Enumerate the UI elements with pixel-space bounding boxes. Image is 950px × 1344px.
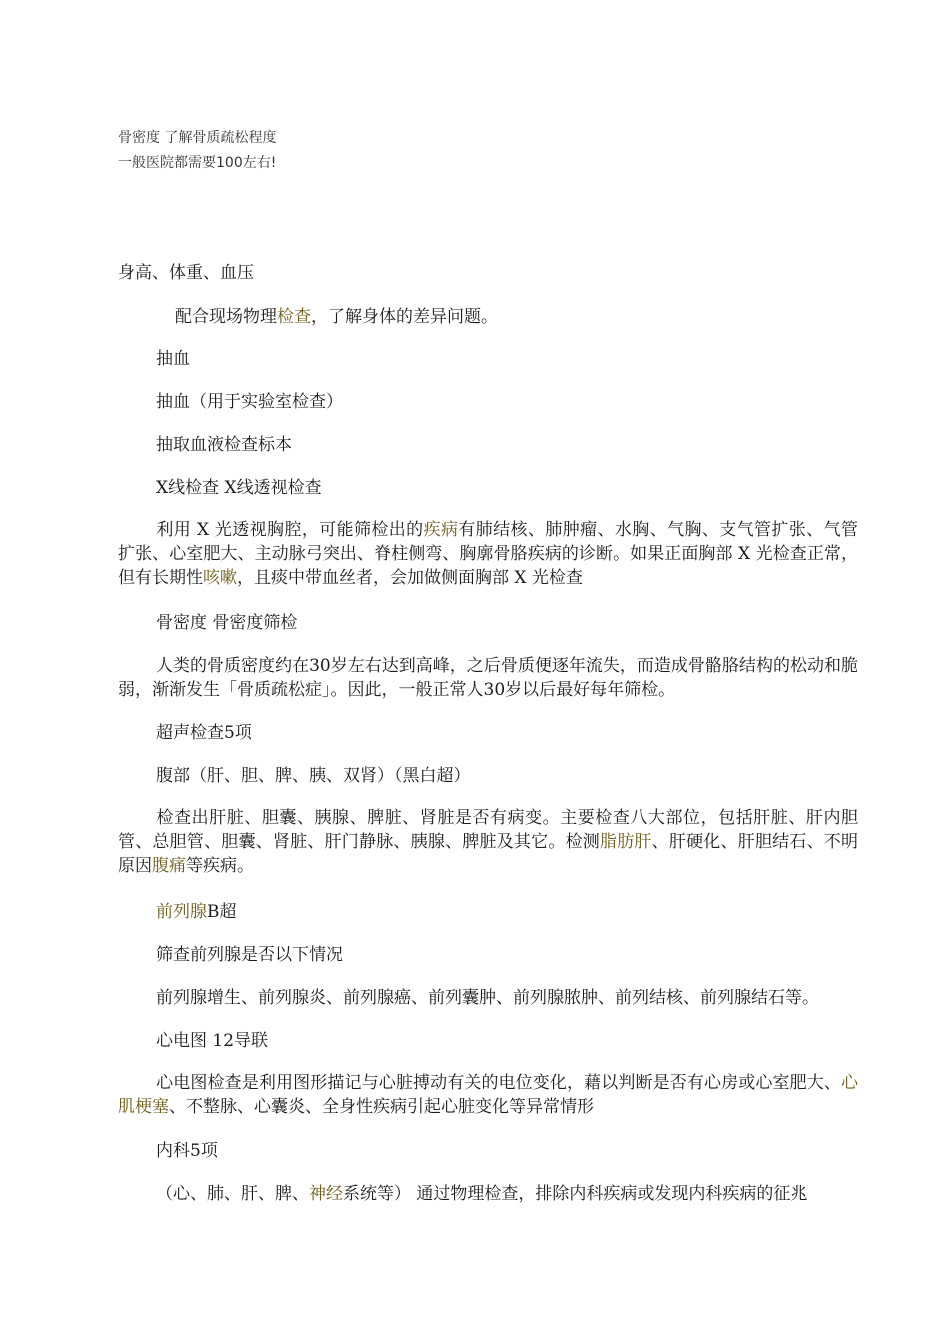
blood-desc: 抽取血液检查标本 (156, 435, 292, 455)
link-qianliexian[interactable]: 前列腺 (156, 902, 207, 922)
bone-desc: 人类的骨质密度约在30岁左右达到高峰，之后骨质便逐年流失，而造成骨骼胳结构的松动和脆弱，渐渐发生「骨质疏松症」。因此，一般正常人30岁以后最好每年筛检。 (118, 656, 858, 700)
vitals-desc: 配合现场物理检查，了解身体的差异问题。 (175, 307, 498, 327)
link-futong[interactable]: 腹痛 (152, 856, 186, 876)
prostate-desc: 前列腺增生、前列腺炎、前列腺癌、前列囊肿、前列腺脓肿、前列结核、前列腺结石等。 (156, 988, 819, 1008)
top-note-line1: 骨密度 了解骨质疏松程度 (118, 130, 277, 146)
blood-sub: 抽血（用于实验室检查） (156, 392, 343, 412)
ultra-desc: 检查出肝脏、胆囊、胰腺、脾脏、肾脏是否有病变。主要检查八大部位，包括肝脏、肝内胆管、总胆管、胆囊、肾脏、肝门静脉、胰腺、脾脏及其它。检测脂肪肝、肝硬化、肝胆结石、不明原因腹痛等疾病。 (118, 808, 859, 876)
vitals-title: 身高、体重、血压 (118, 263, 254, 283)
ecg-title: 心电图 12导联 (156, 1031, 269, 1051)
internal-title: 内科5项 (156, 1141, 218, 1161)
link-zhifanggan[interactable]: 脂肪肝 (600, 832, 652, 852)
link-kesou[interactable]: 咳嗽 (203, 568, 237, 588)
blood-title: 抽血 (156, 349, 190, 369)
link-jibing[interactable]: 疾病 (423, 520, 459, 540)
link-shenjing[interactable]: 神经 (309, 1184, 343, 1204)
ultra-sub: 腹部（肝、胆、脾、胰、双肾）（黑白超） (156, 766, 471, 786)
ultra-title: 超声检查5项 (156, 723, 252, 743)
top-note-line2: 一般医院都需要100左右! (118, 155, 277, 171)
internal-desc: （心、肺、肝、脾、神经系统等） 通过物理检查，排除内科疾病或发现内科疾病的征兆 (156, 1184, 808, 1204)
link-jiancha[interactable]: 检查 (277, 307, 311, 327)
link-xinjigengse[interactable]: 心肌梗塞 (118, 1073, 858, 1117)
xray-title: X线检查 X线透视检查 (156, 478, 322, 498)
bone-title: 骨密度 骨密度筛检 (156, 613, 298, 633)
ecg-desc: 心电图检查是利用图形描记与心脏搏动有关的电位变化，藉以判断是否有心房或心室肥大、心肌梗塞、不整脉、心囊炎、全身性疾病引起心脏变化等异常情形 (118, 1073, 858, 1117)
prostate-sub: 筛查前列腺是否以下情况 (156, 945, 343, 965)
xray-desc: 利用 X 光透视胸腔，可能筛检出的疾病有肺结核、肺肿瘤、水胸、气胸、支气管扩张、气管扩张、心室肥大、主动脉弓突出、脊柱侧弯、胸廓骨胳疾病的诊断。如果正面胸部 X 光检查正常，但有长期性咳嗽，且痰中带血丝者，会加做侧面胸部 X 光检查 (118, 520, 859, 588)
prostate-title: 前列腺B超 (156, 902, 237, 922)
